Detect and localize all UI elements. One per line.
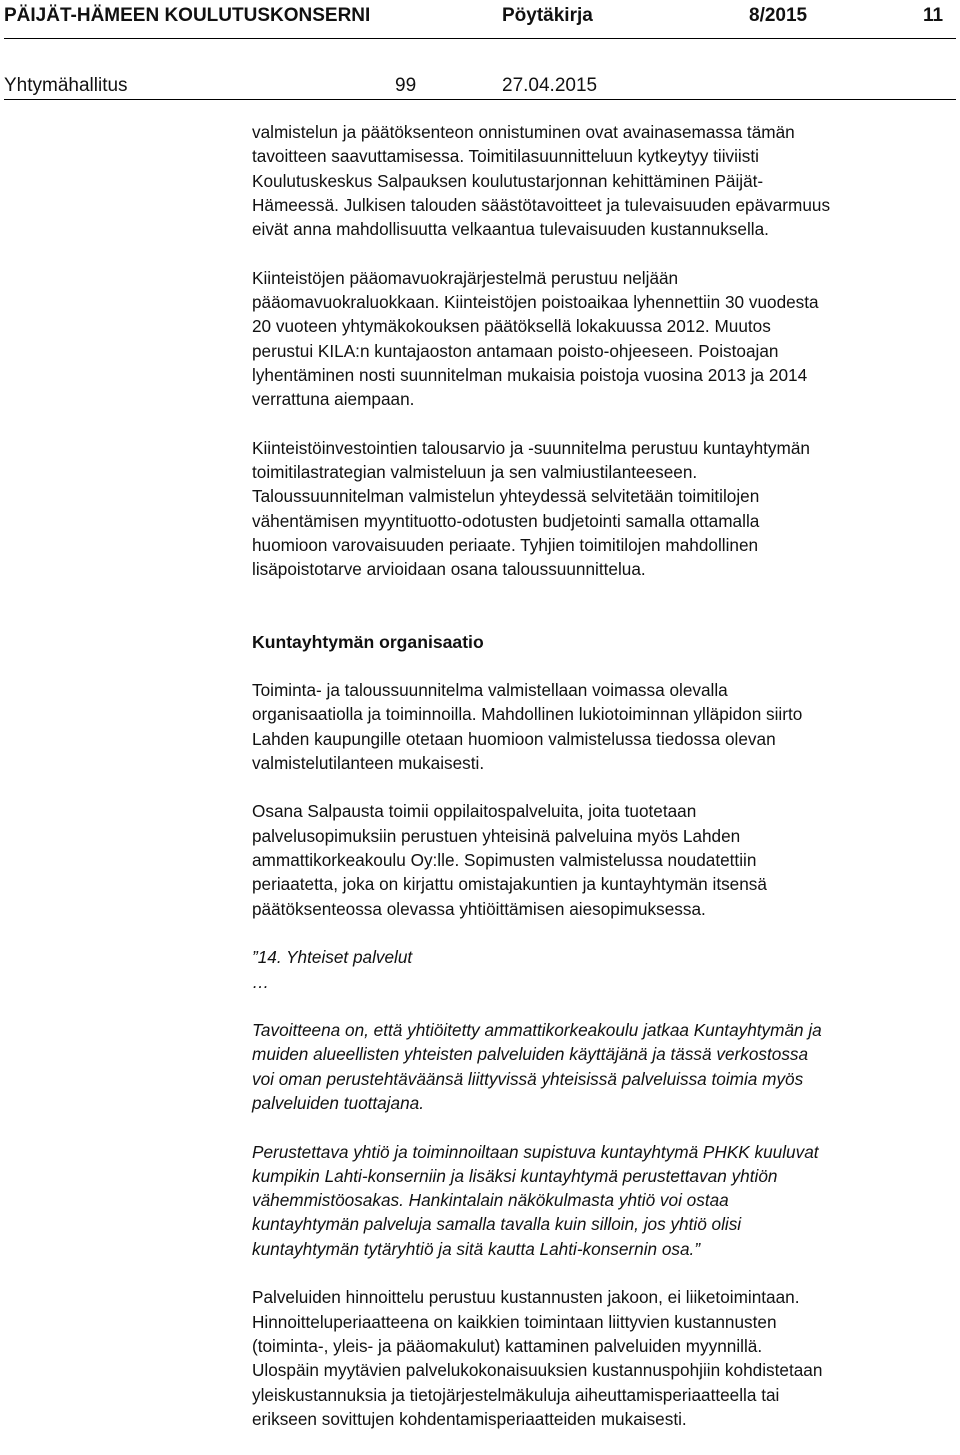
section-number: 99: [395, 75, 417, 96]
text-line: palvelusopimuksiin perustuen yhteisinä palveluina myös Lahden: [252, 825, 741, 846]
text-line: Kiinteistöinvestointien talousarvio ja -suunnitelma perustuu kuntayhtymän: [252, 437, 810, 458]
text-line: muiden alueellisten yhteisten palveluiden käyttäjänä ja tässä verkostossa: [252, 1044, 809, 1065]
paragraph: [252, 266, 942, 412]
text-line: (toiminta-, yleis- ja pääomakulut) kattaminen palveluiden myynnillä.: [252, 1335, 763, 1356]
organization-name: PÄIJÄT-HÄMEEN KOULUTUSKONSERNI: [4, 5, 371, 26]
text-line: organisaatiolla ja toiminnoilla. Mahdollinen lukiotoiminnan ylläpidon siirto: [252, 704, 803, 725]
text-line: Kiinteistöjen pääomavuokrajärjestelmä perustuu neljään: [252, 267, 679, 288]
quote-title: ”14. Yhteiset palvelut: [252, 947, 413, 968]
text-line: yleiskustannuksia ja tietojärjestelmäkuluja aiheuttamisperiaatteella tai: [252, 1384, 780, 1405]
text-line: verrattuna aiempaan.: [252, 389, 415, 410]
text-line: kuntayhtymän tytäryhtiö ja sitä kautta Lahti-konsernin osa.”: [252, 1238, 701, 1259]
paragraph: [252, 120, 942, 241]
text-line: eivät anna mahdollisuutta velkaantua tulevaisuuden kustannuksella.: [252, 219, 769, 240]
text-line: kumpikin Lahti-konserniin ja lisäksi kuntayhtymä perustettavan yhtiön: [252, 1165, 778, 1186]
text-line: perustui KILA:n kuntajaoston antamaan poisto-ohjeeseen. Poistoajan: [252, 340, 779, 361]
text-line: Perustettava yhtiö ja toiminnoiltaan supistuva kuntayhtymä PHKK kuuluvat: [252, 1141, 819, 1162]
text-line: valmistelutilanteen mukaisesti.: [252, 752, 485, 773]
text-line: tavoitteen saavuttamisessa. Toimitilasuunnitteluun kytkeytyy tiiviisti: [252, 146, 759, 167]
text-line: kuntayhtymän palveluja samalla tavalla kuin silloin, jos yhtiö olisi: [252, 1214, 742, 1235]
paragraph: [252, 678, 942, 775]
text-line: 20 vuoteen yhtymäkokouksen päätöksellä lokakuussa 2012. Muutos: [252, 316, 771, 337]
quoted-paragraph: [252, 1018, 942, 1115]
header-divider: [4, 38, 956, 39]
text-line: lyhentäminen nosti suunnitelman mukaisia poistoja vuosina 2013 ja 2014: [252, 364, 808, 385]
text-line: päätöksenteossa olevassa yhtiöittämisen aiesopimuksessa.: [252, 898, 706, 919]
quoted-paragraph: [252, 1140, 942, 1261]
text-line: pääomavuokraluokkaan. Kiinteistöjen poistoaikaa lyhennettiin 30 vuodesta: [252, 292, 819, 313]
paragraph: [252, 799, 942, 920]
text-line: toimitilastrategian valmisteluun ja sen valmiustilanteeseen.: [252, 462, 698, 483]
text-line: Tavoitteena on, että yhtiöitetty ammattikorkeakoulu jatkaa Kuntayhtymän ja: [252, 1020, 822, 1041]
text-line: Osana Salpausta toimii oppilaitospalveluita, joita tuotetaan: [252, 801, 697, 822]
text-line: vähemmistöosakas. Hankintalain näkökulmasta yhtiö voi ostaa: [252, 1190, 729, 1211]
text-line: lisäpoistotarve arvioidaan osana taloussuunnittelua.: [252, 559, 646, 580]
text-line: valmistelun ja päätöksenteon onnistuminen ovat avainasemassa tämän: [252, 122, 795, 142]
section-heading: Kuntayhtymän organisaatio: [252, 631, 484, 652]
text-line: vähentämisen myyntituotto-odotusten budjetointi samalla ottamalla: [252, 510, 760, 531]
page-number: 11: [923, 5, 944, 26]
meeting-date: 27.04.2015: [502, 75, 598, 96]
text-line: Koulutuskeskus Salpauksen koulutustarjonnan kehittäminen Päijät-: [252, 170, 764, 191]
text-line: Ulospäin myytävien palvelukokonaisuuksien kustannuspohjiin kohdistetaan: [252, 1360, 823, 1381]
text-line: Toiminta- ja taloussuunnitelma valmistellaan voimassa olevalla: [252, 679, 728, 700]
text-line: voi oman perustehtäväänsä liittyvissä yhteisissä palveluissa toimia myös: [252, 1068, 804, 1089]
text-line: periaatetta, joka on kirjattu omistajakuntien ja kuntayhtymän itsensä: [252, 874, 767, 895]
text-line: huomioon varovaisuuden periaate. Tyhjien toimitilojen mahdollinen: [252, 535, 759, 556]
text-line: Hämeessä. Julkisen talouden säästötavoitteet ja tulevaisuuden epävarmuus: [252, 194, 831, 215]
subheader-divider: [4, 99, 956, 100]
paragraph: [252, 436, 942, 582]
text-line: Hinnoitteluperiaatteena on kaikkien toimintaan liittyvien kustannusten: [252, 1311, 777, 1332]
document-type: Pöytäkirja: [502, 5, 593, 26]
document-number: 8/2015: [749, 5, 808, 26]
text-line: Lahden kaupungille otetaan huomioon valmistelussa tiedossa olevan: [252, 728, 776, 749]
text-line: Taloussuunnitelman valmistelun yhteydessä selvitetään toimitilojen: [252, 486, 760, 507]
text-line: Palveluiden hinnoittelu perustuu kustannusten jakoon, ei liiketoimintaan.: [252, 1287, 800, 1308]
quote-ellipsis: …: [252, 971, 270, 992]
text-line: ammattikorkeakoulu Oy:lle. Sopimusten valmistelussa noudatettiin: [252, 850, 757, 871]
text-line: erikseen sovittujen kohdentamisperiaatteiden mukaisesti.: [252, 1408, 687, 1429]
body-name: Yhtymähallitus: [4, 75, 128, 96]
paragraph: [252, 1285, 942, 1431]
text-line: palveluiden tuottajana.: [252, 1092, 425, 1113]
document-body: [252, 120, 942, 1455]
